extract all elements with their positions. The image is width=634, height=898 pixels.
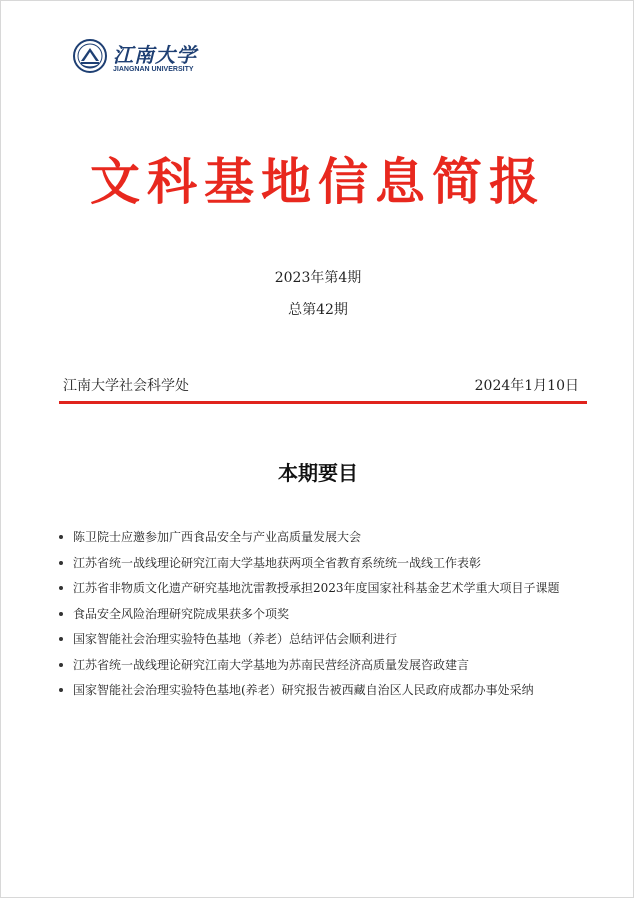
- toc-item: [59, 529, 619, 555]
- logo-text-en: JIANGNAN UNIVERSITY: [113, 66, 194, 73]
- toc-item-text: 江苏省统一战线理论研究江南大学基地获两项全省教育系统统一战线工作表彰: [73, 555, 482, 570]
- toc-item-text: 国家智能社会治理实验特色基地（养老）总结评估会顺利进行: [73, 632, 398, 646]
- bullet-icon: [59, 663, 63, 667]
- bullet-icon: [59, 535, 63, 539]
- newsletter-title: 文科基地信息简报: [90, 152, 546, 211]
- publish-date: 2024年1月10日: [474, 378, 579, 394]
- toc-heading: 本期要目: [278, 461, 358, 485]
- toc-item-text: 食品安全风险治理研究院成果获多个项奖: [73, 606, 290, 621]
- bullet-icon: [59, 688, 63, 692]
- logo-text-cn: 江南大学: [113, 43, 197, 67]
- university-emblem-icon: [73, 39, 107, 73]
- toc-item: [59, 580, 619, 606]
- university-logo: [73, 39, 223, 81]
- publisher-org: 江南大学社会科学处: [63, 378, 189, 394]
- toc-item-text: 江苏省非物质文化遗产研究基地沈雷教授承担2023年度国家社科基金艺术学重大项目子课题: [73, 581, 560, 595]
- toc-item: [59, 657, 619, 683]
- toc-item: [59, 606, 619, 632]
- total-issue-number: 总第42期: [288, 302, 348, 318]
- issue-number: 2023年第4期: [274, 270, 362, 286]
- toc-list: [59, 529, 619, 708]
- toc-item: [59, 555, 619, 581]
- red-divider: [59, 401, 587, 404]
- bullet-icon: [59, 637, 63, 641]
- bullet-icon: [59, 612, 63, 616]
- toc-item-text: 江苏省统一战线理论研究江南大学基地为苏南民营经济高质量发展咨政建言: [73, 657, 470, 672]
- toc-item: [59, 631, 619, 657]
- bullet-icon: [59, 561, 63, 565]
- toc-item-text: 陈卫院士应邀参加广西食品安全与产业高质量发展大会: [73, 530, 362, 544]
- toc-item-text: 国家智能社会治理实验特色基地(养老）研究报告被西藏自治区人民政府成都办事处采纳: [73, 683, 534, 697]
- toc-item: [59, 682, 619, 708]
- bullet-icon: [59, 586, 63, 590]
